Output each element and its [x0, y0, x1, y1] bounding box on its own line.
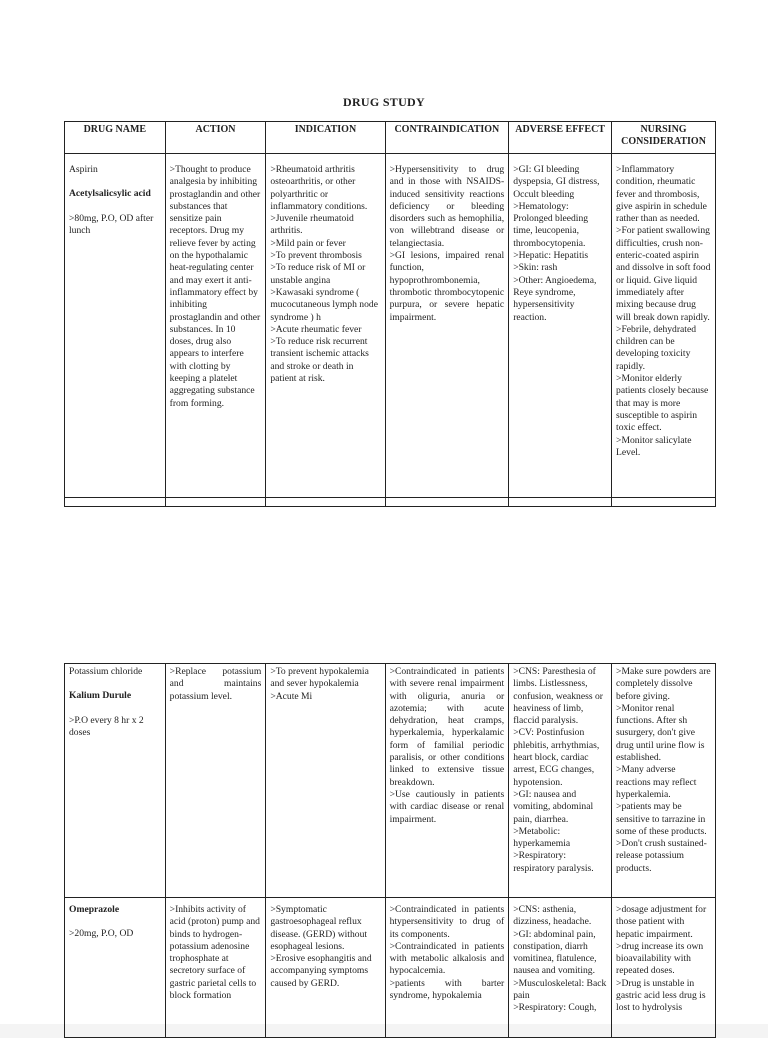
cell-line: >Acute Mi [270, 690, 313, 702]
cell-line: >Make sure powders are completely dissolve before giving. [616, 666, 711, 702]
drug-generic-name: Potassium chloride [69, 666, 143, 677]
contraindication-cell [385, 154, 509, 498]
cell-line: >To prevent thrombosis [270, 250, 362, 262]
drug-brand-name: Acetylsalicsylic acid [69, 188, 151, 200]
cell-line: >Replace potassium and maintains potassium level. [169, 666, 262, 702]
cell-line: >Drug is unstable in gastric acid less drug is lost to hydrolysis [616, 977, 706, 1014]
cell-line: >Metabolic: hyperkamemia [513, 825, 571, 850]
cell-line: >To prevent hypokalemia and sever hypokalemia [270, 666, 369, 690]
header-adverse-effect: ADVERSE EFFECT [509, 122, 612, 154]
drug-study-table-1 [64, 121, 716, 507]
adverse-effect-cell [509, 898, 612, 1038]
drug-dose: >P.O every 8 hr x 2 doses [69, 714, 144, 738]
cell-line: >Contraindicated in patients htypersensitivity to drug of its components. [389, 904, 505, 940]
table-row-empty [65, 498, 716, 507]
nursing-consideration-cell [612, 664, 716, 898]
drug-brand-name: Kalium Durule [69, 690, 132, 702]
cell-line: >Monitor renal functions. After sh susurgery, don't give drug until urine flow is established. [616, 702, 705, 764]
drug-dose: >20mg, P.O, OD [69, 928, 134, 940]
header-contraindication: CONTRAINDICATION [385, 122, 509, 154]
indication-cell [266, 154, 385, 498]
cell-line: >patients may be sensitive to tarrazine in some of these products. [616, 801, 707, 837]
header-nursing-consideration: NURSING CONSIDERATION [612, 122, 716, 154]
action-cell [165, 664, 266, 898]
drug-dose: >80mg, P.O, OD after lunch [69, 212, 154, 236]
indication-cell [266, 898, 385, 1038]
cell-line: >Use cautiously in patients with cardiac disease or renal impairment. [389, 788, 505, 825]
cell-line: >CNS: asthenia, dizziness, headache. [513, 904, 592, 928]
adverse-effect-cell [509, 664, 612, 898]
cell-line: >Hematology: Prolonged bleeding time, leucopenia, thrombocytopenia. [513, 200, 589, 249]
cell-line: >Mild pain or fever [270, 237, 346, 249]
cell-line: >Monitor salicylate Level. [616, 434, 692, 458]
table-row [65, 154, 716, 498]
drug-study-table-2 [64, 663, 716, 1038]
cell-line: >Febrile, dehydrated children can be developing toxicity rapidly. [616, 323, 697, 372]
cell-line: >Skin: rash [513, 262, 558, 274]
cell-line: >Many adverse reactions may reflect hyperkalemia. [616, 764, 697, 800]
cell-line: >Thought to produce analgesia by inhibiting prostaglandin and other substances that sensitize pain receptors. Drug my relieve fever by acting on the hypothalamic heat-regulating center and may exert it anti-inflammatory effect by inhibiting prostaglandin and other substances. In 10 doses, drug also appears to interfere with clotting by keeping a platelet aggregating substance from forming. [169, 164, 261, 409]
cell-line: >Contraindicated in patients with metabolic alkalosis and hypocalcemia. [389, 940, 505, 977]
cell-line: >Juvenile rheumatoid arthritis. [270, 213, 354, 237]
cell-line: >drug increase its own bioavailability with repeated doses. [616, 940, 704, 977]
cell-line: >CNS: Paresthesia of limbs. Listlessness, confusion, weakness or heaviness of limb, flaccid paralysis. [513, 666, 603, 727]
drug-name-cell [65, 154, 166, 498]
cell-line: >Other: Angioedema, Reye syndrome, hypersensitivity reaction. [513, 274, 597, 323]
cell-line: >Respiratory: Cough, [513, 1002, 597, 1014]
cell-line: >Contraindicated in patients with severe renal impairment with oliguria, anuria or azotemia; with acute dehydration, heat cramps, hyperkalemia, hyperkalamic form of familial periodic paralisis, or other conditions linked to extensive tissue breakdown. [389, 666, 505, 788]
cell-line: >Inflammatory condition, rheumatic fever and thrombosis, give aspirin in schedule rather than as needed. [616, 164, 707, 225]
cell-line: >Kawasaki syndrome ( mucocutaneous lymph node syndrome ) h [270, 286, 378, 323]
table-row [65, 898, 716, 1038]
action-cell [165, 898, 266, 1038]
cell-line: >dosage adjustment for those patient with hepatic impairment. [616, 904, 707, 940]
cell-line: >Monitor elderly patients closely because that may is more susceptible to aspirin toxic effect. [616, 373, 709, 434]
cell-line: >To reduce risk recurrent transient ischemic attacks and stroke or death in patient at risk. [270, 336, 369, 385]
cell-line: >GI: GI bleeding dyspepsia, GI distress, Occult bleeding [513, 164, 600, 200]
contraindication-cell [385, 898, 509, 1038]
indication-cell [266, 664, 385, 898]
drug-brand-name: Omeprazole [69, 904, 120, 915]
cell-line: >Acute rheumatic fever [270, 323, 362, 335]
header-action: ACTION [165, 122, 266, 154]
cell-line: >CV: Postinfusion phlebitis, arrhythmias, heart block, cardiac arrest, ECG changes, hypotension. [513, 727, 600, 788]
drug-generic-name: Aspirin [69, 164, 98, 175]
cell-line: >Don't crush sustained-release potassium products. [616, 838, 707, 874]
drug-name-cell [65, 664, 166, 898]
cell-line: >Respiratory: respiratory paralysis. [513, 850, 594, 874]
cell-line: >patients with barter syndrome, hypokalemia [389, 977, 505, 1002]
table-row [65, 664, 716, 898]
adverse-effect-cell [509, 154, 612, 498]
cell-line: >Musculoskeletal: Back pain [513, 977, 607, 1002]
cell-line: >To reduce risk of MI or unstable angina [270, 262, 366, 286]
action-cell [165, 154, 266, 498]
cell-line: >Rheumatoid arthritis osteoarthritis, or other polyarthritic or inflammatory conditions. [270, 164, 368, 212]
nursing-consideration-cell [612, 898, 716, 1038]
cell-line: >Hypersensitivity to drug and in those with NSAIDS-induced sensitivity reactions deficiency or bleeding disorders such as hemophilia, von willebtrand disease or telangiectasia. [389, 164, 505, 249]
cell-line: >GI lesions, impaired renal function, hypoprothrombonemia, thrombotic thrombocytopenic purpura, or severe hepatic impairment. [389, 250, 505, 323]
cell-line: >Hepatic: Hepatitis [513, 250, 589, 262]
cell-line: >Erosive esophangitis and accompanying symptoms caused by GERD. [270, 953, 372, 989]
nursing-consideration-cell [612, 154, 716, 498]
contraindication-cell [385, 664, 509, 898]
header-indication: INDICATION [266, 122, 385, 154]
cell-line: >For patient swallowing difficulties, crush non-enteric-coated aspirin and dissolve in soft food or liquid. Give liquid immediately after mixing because drug will break down rapidly. [616, 225, 711, 323]
cell-line: >GI: abdominal pain, constipation, diarrh vomitinea, flatulence, nausea and vomiting. [513, 928, 597, 977]
table-header-row [65, 122, 716, 154]
page-title: DRUG STUDY [342, 95, 425, 109]
drug-name-cell [65, 898, 166, 1038]
header-drug-name: DRUG NAME [65, 122, 166, 154]
cell-line: >Inhibits activity of acid (proton) pump and binds to hydrogen-potassium adenosine trophosphate at secretory surface of gastric parietal cells to block formation [169, 904, 260, 1002]
cell-line: >Symptomatic gastroesophageal reflux disease. (GERD) without esophageal lesions. [270, 904, 368, 952]
cell-line: >GI: nausea and vomiting, abdominal pain, diarrhea. [513, 788, 594, 825]
